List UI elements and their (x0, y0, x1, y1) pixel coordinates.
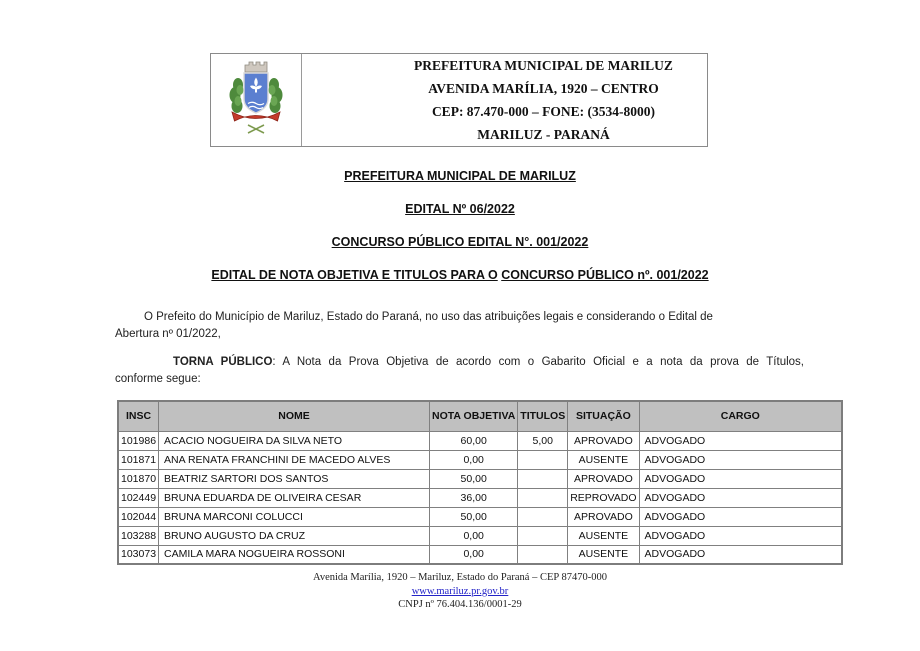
table-cell: ADVOGADO (639, 545, 842, 564)
table-cell: 101986 (118, 431, 159, 450)
table-row (118, 507, 842, 526)
table-cell: AUSENTE (568, 450, 639, 469)
header-nome: NOME (159, 401, 430, 431)
table-cell: ACACIO NOGUEIRA DA SILVA NETO (159, 431, 430, 450)
table-cell: 103288 (118, 526, 159, 545)
intro-paragraph (115, 309, 804, 343)
table-cell: AUSENTE (568, 526, 639, 545)
table-cell: ADVOGADO (639, 488, 842, 507)
table-cell: ANA RENATA FRANCHINI DE MACEDO ALVES (159, 450, 430, 469)
header-titulos: TITULOS (518, 401, 568, 431)
table-row (118, 431, 842, 450)
table-cell (518, 526, 568, 545)
table-cell: 5,00 (518, 431, 568, 450)
letterhead-line-2: AVENIDA MARÍLIA, 1920 – CENTRO (428, 81, 659, 96)
table-cell (518, 545, 568, 564)
table-cell: 103073 (118, 545, 159, 564)
table-cell (518, 450, 568, 469)
header-insc: INSC (118, 401, 159, 431)
table-cell (518, 488, 568, 507)
table-cell: 60,00 (430, 431, 518, 450)
torna-publico-text: : A Nota da Prova Objetiva de acordo com o Gabarito Oficial e a nota da prova de Títulos, (272, 356, 804, 368)
table-cell: AUSENTE (568, 545, 639, 564)
table-cell: ADVOGADO (639, 507, 842, 526)
letterhead-line-1: PREFEITURA MUNICIPAL DE MARILUZ (414, 58, 673, 73)
document-title: PREFEITURA MUNICIPAL DE MARILUZ (344, 169, 576, 183)
table-cell: 101871 (118, 450, 159, 469)
table-cell: CAMILA MARA NOGUEIRA ROSSONI (159, 545, 430, 564)
page-footer (0, 571, 920, 612)
footer-website-link[interactable]: www.mariluz.pr.gov.br (411, 585, 509, 597)
table-row (118, 526, 842, 545)
intro-paragraph-line-2: Abertura nº 01/2022, (115, 328, 221, 340)
torna-publico-paragraph (115, 354, 804, 388)
coat-of-arms-icon (224, 59, 288, 142)
table-cell: ADVOGADO (639, 431, 842, 450)
table-cell: REPROVADO (568, 488, 639, 507)
table-cell: 0,00 (430, 545, 518, 564)
torna-publico-line-2: conforme segue: (115, 373, 201, 385)
table-row (118, 488, 842, 507)
table-cell (518, 507, 568, 526)
results-table (117, 400, 843, 565)
table-cell: ADVOGADO (639, 469, 842, 488)
table-cell: APROVADO (568, 469, 639, 488)
table-cell: BEATRIZ SARTORI DOS SANTOS (159, 469, 430, 488)
crest-cell (211, 54, 302, 146)
table-cell: 0,00 (430, 526, 518, 545)
header-cargo: CARGO (639, 401, 842, 431)
footer-cnpj: CNPJ nº 76.404.136/0001-29 (398, 599, 522, 610)
table-cell: BRUNA EDUARDA DE OLIVEIRA CESAR (159, 488, 430, 507)
letterhead-line-4: MARILUZ - PARANÁ (477, 127, 610, 142)
header-situacao: SITUAÇÃO (568, 401, 639, 431)
table-cell: 50,00 (430, 469, 518, 488)
table-row (118, 545, 842, 564)
table-cell (518, 469, 568, 488)
letterhead-line-3: CEP: 87.470-000 – FONE: (3534-8000) (431, 104, 656, 119)
table-row (118, 450, 842, 469)
table-cell: BRUNO AUGUSTO DA CRUZ (159, 526, 430, 545)
letterhead-text (302, 54, 707, 146)
torna-publico-line-1 (115, 354, 804, 371)
table-header-row (118, 401, 842, 431)
results-table-body (118, 431, 842, 564)
table-row (118, 469, 842, 488)
nota-objetiva-title: EDITAL DE NOTA OBJETIVA E TITULOS PARA O CONCURSO PÚBLICO nº. 001/2022 (211, 268, 709, 282)
table-cell: 50,00 (430, 507, 518, 526)
torna-publico-label: TORNA PÚBLICO (173, 356, 273, 368)
table-cell: 102044 (118, 507, 159, 526)
header-nota-objetiva: NOTA OBJETIVA (430, 401, 518, 431)
table-cell: ADVOGADO (639, 526, 842, 545)
edital-number-title: EDITAL Nº 06/2022 (405, 202, 515, 216)
intro-paragraph-line-1: O Prefeito do Município de Mariluz, Estado do Paraná, no uso das atribuições legais e considerando o Edital de (144, 311, 713, 323)
table-cell: 0,00 (430, 450, 518, 469)
table-cell: 36,00 (430, 488, 518, 507)
concurso-edital-title: CONCURSO PÚBLICO EDITAL N°. 001/2022 (331, 235, 589, 249)
table-cell: 102449 (118, 488, 159, 507)
table-cell: BRUNA MARCONI COLUCCI (159, 507, 430, 526)
letterhead-box (210, 53, 708, 147)
table-cell: APROVADO (568, 431, 639, 450)
footer-website (0, 585, 920, 599)
table-cell: APROVADO (568, 507, 639, 526)
footer-address: Avenida Marília, 1920 – Mariluz, Estado do Paraná – CEP 87470-000 (313, 572, 607, 583)
table-cell: 101870 (118, 469, 159, 488)
table-cell: ADVOGADO (639, 450, 842, 469)
